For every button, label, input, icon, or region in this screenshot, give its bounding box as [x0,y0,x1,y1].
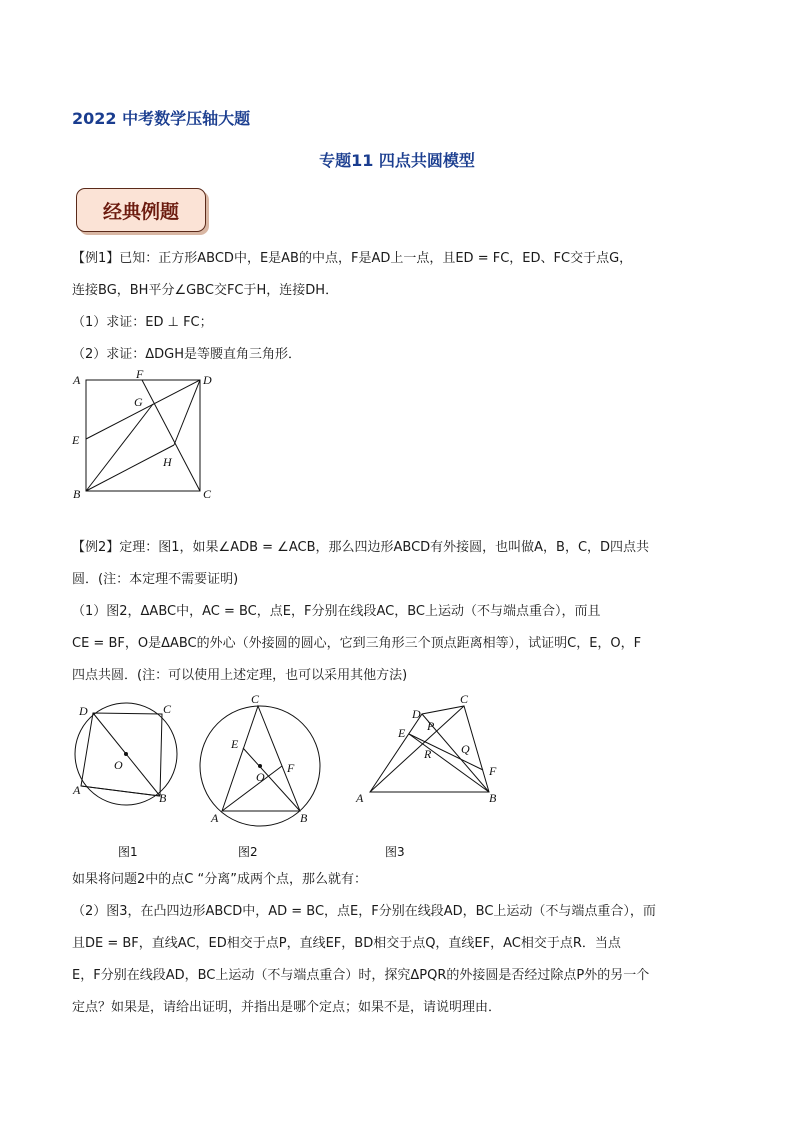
example1-part1: （1）求证：ED ⊥ FC； [72,315,213,330]
figure-3 [352,690,512,865]
fig2-label-a: A [211,811,219,825]
fig2-label-e: E [231,737,239,751]
fig2-caption: 图2 [238,845,258,859]
segment-fa [222,766,282,811]
example2-q2-line4: 定点？如果是，请给出证明，并指出是哪个定点；如果不是，请说明理由． [72,1000,502,1015]
fig3-label-d: D [412,707,421,721]
fig3-label-p: P [427,719,435,733]
example2-q2-line2: 且DE = BF，直线AC，ED相交于点P，直线EF，BD相交于点Q，直线EF，AC相交于点R．当点 [72,936,621,951]
document-header: 2022 中考数学压轴大题 [72,109,251,128]
label-d: D [203,373,212,387]
fig2-label-o: O [256,770,265,784]
fig3-label-a: A [356,791,364,805]
example2-q1-line2: CE = BF，O是ΔABC的外心（外接圆的圆心，它到三角形三个顶点距离相等），试证明C，E，O，F [72,636,642,651]
fig2-label-c: C [251,692,260,706]
example2-q2-line3: E，F分别在线段AD，BC上运动（不与端点重合）时，探究ΔPQR的外接圆是否经过除点P外的另一个 [72,968,650,983]
fig1-caption: 图1 [118,845,138,859]
label-a: A [73,373,81,387]
example1-statement-line1: 【例1】已知：正方形ABCD中，E是AB的中点，F是AD上一点，且ED = FC，ED、FC交于点G， [72,251,633,266]
segment-ef [409,734,483,770]
label-c: C [203,487,212,501]
fig1-label-c: C [163,702,172,716]
triangle-abc [222,706,300,811]
segment-bg [86,404,153,491]
example2-theorem-line1: 【例2】定理：图1，如果∠ADB = ∠ACB，那么四边形ABCD有外接圆，也叫做A，B，C，D四点共 [72,540,650,555]
fig3-label-e: E [398,726,406,740]
segment-bh [86,445,174,491]
example1-square-figure [66,366,226,506]
fig2-label-f: F [287,761,295,775]
classic-examples-badge: 经典例题 [76,188,206,232]
fig2-label-b: B [300,811,308,825]
fig3-label-b: B [489,791,497,805]
example2-q1-line1: （1）图2，ΔABC中，AC = BC，点E，F分别在线段AC，BC上运动（不与端点重合），而且 [72,604,601,619]
example2-q2-line1: （2）图3，在凸四边形ABCD中，AD = BC，点E，F分别在线段AD，BC上运动（不与端点重合），而 [72,904,656,919]
label-h: H [163,455,172,469]
fig3-caption: 图3 [385,845,405,859]
segment-eb [409,734,489,792]
topic-title: 专题11 四点共圆模型 [319,151,475,170]
example1-statement-line2: 连接BG，BH平分∠GBC交FC于H，连接DH． [72,283,339,298]
fig3-label-f: F [489,764,497,778]
fig1-label-o: O [114,758,123,772]
example1-part2: （2）求证：ΔDGH是等腰直角三角形． [72,347,302,362]
fig3-label-r: R [424,747,432,761]
label-b: B [73,487,81,501]
segment-fc [142,380,200,491]
segment-eb [243,748,300,811]
fig3-label-c: C [460,692,469,706]
label-g: G [134,395,143,409]
fig1-label-b: B [159,791,167,805]
segment-ed [86,380,200,439]
fig1-label-d: D [79,704,88,718]
label-e: E [72,433,80,447]
example2-q1-line3: 四点共圆．(注：可以使用上述定理，也可以采用其他方法) [72,668,408,683]
fig3-label-q: Q [461,742,470,756]
fig1-label-a: A [73,783,81,797]
example2-transition: 如果将问题2中的点C “分离”成两个点，那么就有： [72,872,367,887]
figure-1 [60,690,190,865]
label-f: F [136,367,144,381]
example2-theorem-line2: 圆．(注：本定理不需要证明) [72,572,239,587]
figure-2 [193,690,333,865]
segment-dh [174,380,200,445]
